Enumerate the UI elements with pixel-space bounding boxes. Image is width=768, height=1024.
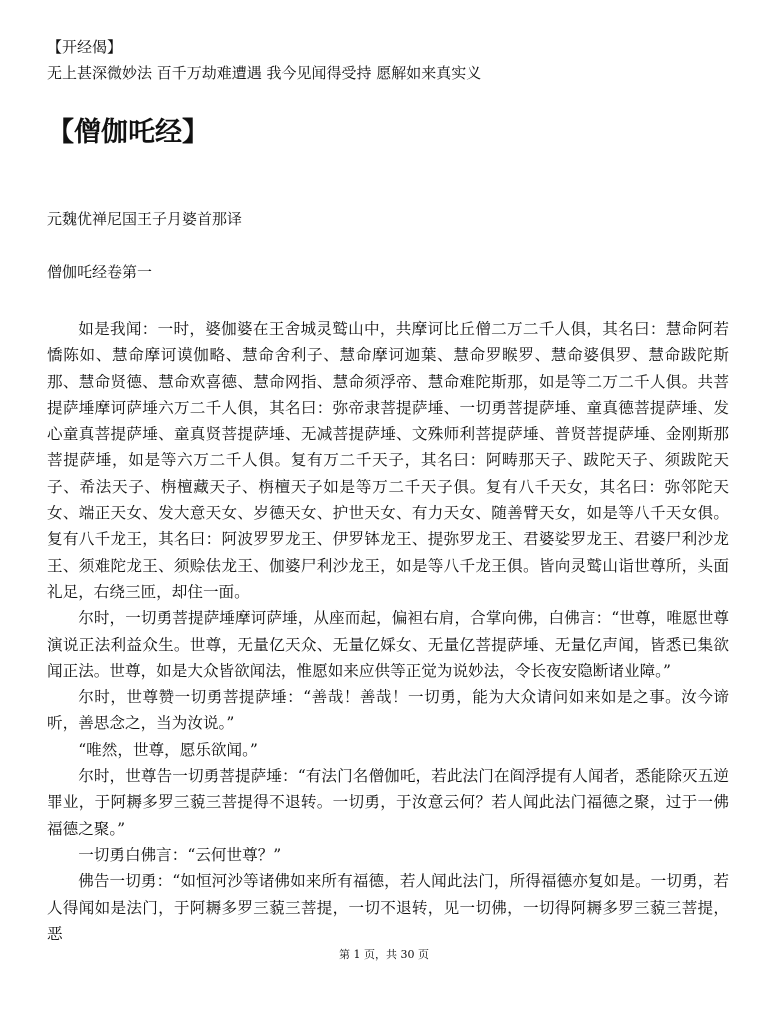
translator-line: 元魏优禅尼国王子月婆首那译 — [47, 210, 243, 228]
paragraph: 如是我闻：一时，婆伽婆在王舍城灵鹫山中，共摩诃比丘僧二万二千人俱，其名曰：慧命阿若憍陈如、慧命摩诃谟伽略、慧命舍利子、慧命摩诃迦葉、慧命罗睺罗、慧命婆俱罗、慧命跋陀斯那、慧命贤德、慧命欢喜德、慧命网指、慧命须浮帝、慧命难陀斯那，如是等二万二千人俱。共菩提萨埵摩诃萨埵六万二千人俱，其名曰：弥帝隶菩提萨埵、一切勇菩提萨埵、童真德菩提萨埵、发心童真菩提萨埵、童真贤菩提萨埵、无减菩提萨埵、文殊师利菩提萨埵、普贤菩提萨埵、金刚斯那菩提萨埵，如是等六万二千人俱。复有万二千天子，其名曰：阿畴那天子、跋陀天子、须跋陀天子、希法天子、栴檀藏天子、栴檀天子如是等万二千天子俱。复有八千天女，其名曰：弥邻陀天女、端正天女、发大意天女、岁德天女、护世天女、有力天女、随善臂天女，如是等八千天女俱。复有八千龙王，其名曰：阿波罗罗龙王、伊罗钵龙王、提弥罗龙王、君婆娑罗龙王、君婆尸利沙龙王、须难陀龙王、须赊佉龙王、伽婆尸利沙龙王，如是等八千龙王俱。皆向灵鹫山诣世尊所，头面礼足，右绕三匝，却住一面。 — [47, 320, 729, 601]
page-title: 【僧伽吒经】 — [47, 117, 209, 148]
sutra-body — [47, 316, 729, 947]
paragraph: 佛告一切勇：“如恒河沙等诸佛如来所有福德，若人闻此法门，所得福德亦复如是。一切勇，若人得闻如是法门，于阿耨多罗三藐三菩提，一切不退转，见一切佛，一切得阿耨多罗三藐三菩提，恶 — [47, 872, 729, 943]
paragraph: 一切勇白佛言：“云何世尊？” — [78, 845, 282, 864]
gatha-heading: 【开经偈】 — [47, 38, 123, 56]
paragraph: “唯然，世尊，愿乐欲闻。” — [78, 740, 258, 759]
paragraph: 尔时，世尊赞一切勇菩提萨埵：“善哉！善哉！一切勇，能为大众请问如来如是之事。汝今谛听，善思念之，当为汝说。” — [47, 688, 729, 733]
volume-heading: 僧伽吒经卷第一 — [47, 263, 153, 281]
paragraph: 尔时，世尊告一切勇菩提萨埵：“有法门名僧伽吒，若此法门在阎浮提有人闻者，悉能除灭五逆罪业，于阿耨多罗三藐三菩提得不退转。一切勇，于汝意云何？若人闻此法门福德之聚，过于一佛福德之聚。” — [47, 767, 729, 838]
gatha-verse: 无上甚深微妙法 百千万劫难遭遇 我今见闻得受持 愿解如来真实义 — [47, 64, 482, 82]
paragraph: 尔时，一切勇菩提萨埵摩诃萨埵，从座而起，偏袒右肩，合掌向佛，白佛言：“世尊，唯愿世尊演说正法利益众生。世尊，无量亿天众、无量亿婇女、无量亿菩提萨埵、无量亿声闻，皆悉已集欲闻正法。世尊，如是大众皆欲闻法，惟愿如来应供等正觉为说妙法，令长夜安隐断诸业障。” — [47, 609, 729, 680]
page-number: 第 1 页，共 30 页 — [339, 948, 429, 961]
